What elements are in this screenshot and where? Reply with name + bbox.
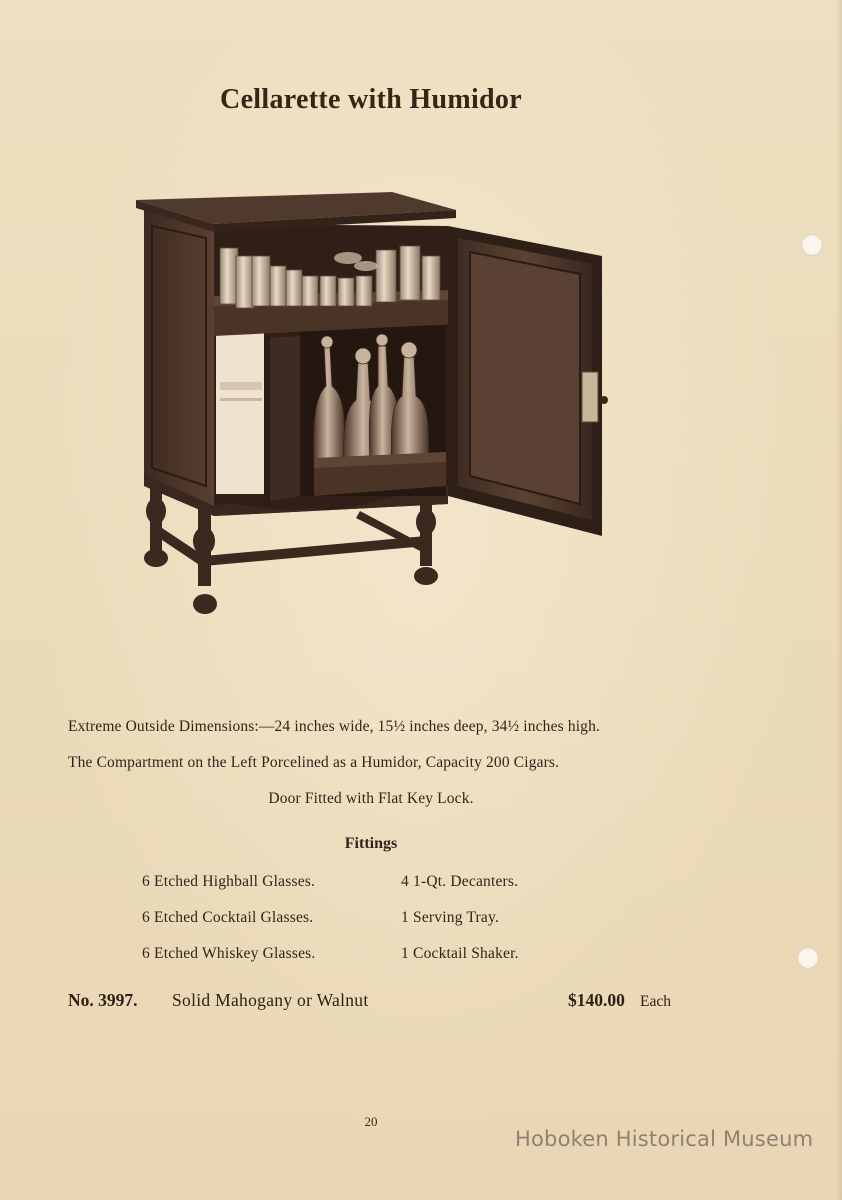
punch-hole-top — [801, 234, 823, 256]
open-door — [448, 226, 608, 536]
museum-watermark: Hoboken Historical Museum — [515, 1127, 814, 1151]
dimensions-text: Extreme Outside Dimensions:—24 inches wide, 15½ inches deep, 34½ inches high. — [68, 718, 600, 735]
fittings-heading: Fittings — [344, 835, 398, 852]
punch-hole-bottom — [797, 947, 819, 969]
product-number: No. 3997. — [68, 990, 138, 1010]
product-description: Solid Mahogany or Walnut — [172, 990, 369, 1010]
page-edge-shadow — [836, 0, 842, 1200]
fitting-item: 6 Etched Highball Glasses. — [142, 873, 316, 890]
fittings-accessories-list — [401, 873, 519, 981]
lock-text: Door Fitted with Flat Key Lock. — [268, 790, 474, 807]
price-unit: Each — [640, 993, 671, 1010]
fitting-item: 4 1-Qt. Decanters. — [401, 873, 519, 890]
fitting-item: 6 Etched Whiskey Glasses. — [142, 945, 316, 962]
humidor-compartment — [216, 328, 266, 494]
fitting-item: 1 Serving Tray. — [401, 909, 500, 926]
humidor-text: The Compartment on the Left Porcelined as a Humidor, Capacity 200 Cigars. — [68, 754, 560, 771]
fittings-glasses-list — [142, 873, 315, 981]
key-lock-plate — [582, 372, 598, 422]
page-title: Cellarette with Humidor — [220, 84, 522, 115]
fitting-item: 1 Cocktail Shaker. — [401, 945, 519, 962]
product-price: $140.00 — [568, 990, 625, 1010]
fitting-item: 6 Etched Cocktail Glasses. — [142, 909, 314, 926]
cellarette-illustration — [130, 186, 610, 622]
page-number: 20 — [364, 1114, 378, 1129]
